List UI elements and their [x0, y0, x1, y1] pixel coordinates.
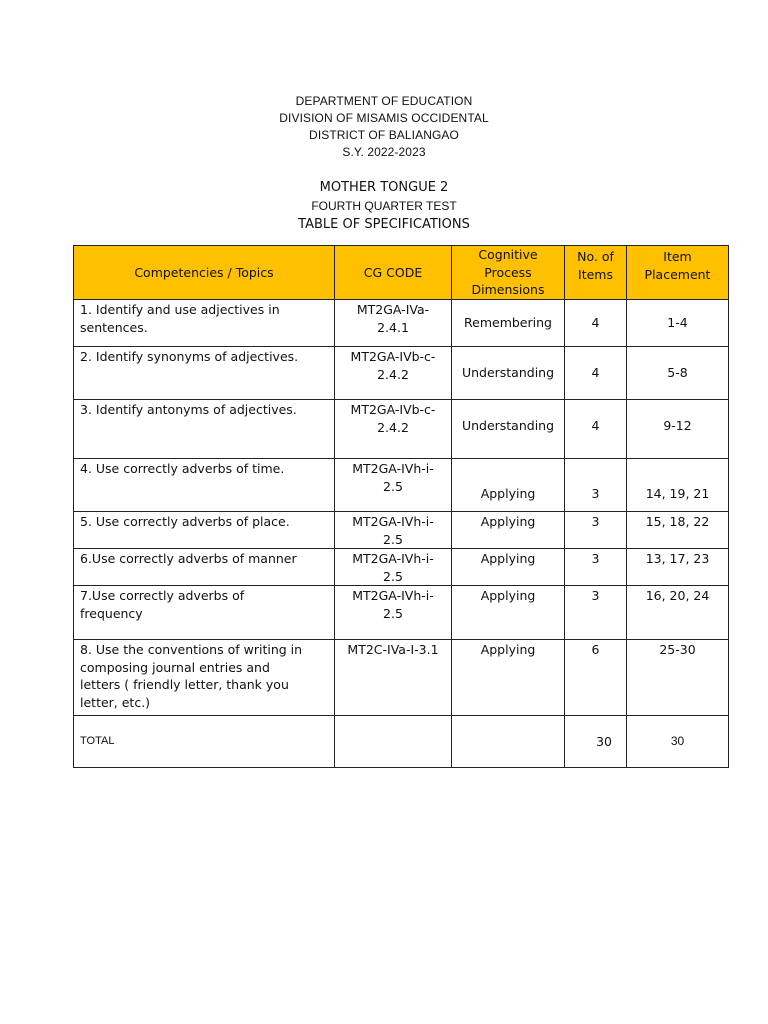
department-name: DEPARTMENT OF EDUCATION [295, 94, 473, 108]
items-cell: 6 [565, 640, 627, 716]
competency-cell: 7.Use correctly adverbs of frequency [74, 586, 335, 640]
header-competencies: Competencies / Topics [74, 246, 335, 300]
cognitive-cell: Applying [452, 586, 565, 640]
cognitive-cell: Applying [452, 459, 565, 512]
competency-cell: 2. Identify synonyms of adjectives. [74, 347, 335, 400]
total-code-cell [335, 716, 452, 768]
items-cell: 4 [565, 347, 627, 400]
cognitive-cell: Understanding [452, 347, 565, 400]
cognitive-cell: Applying [452, 640, 565, 716]
total-label: TOTAL [74, 716, 335, 768]
document-title: TABLE OF SPECIFICATIONS [298, 217, 470, 232]
placement-cell: 1-4 [627, 300, 729, 347]
competency-cell: 5. Use correctly adverbs of place. [74, 512, 335, 549]
cg-code-cell: MT2C-IVa-I-3.1 [335, 640, 452, 716]
division-name: DIVISION OF MISAMIS OCCIDENTAL [279, 111, 489, 125]
cognitive-cell: Applying [452, 512, 565, 549]
cognitive-cell: Understanding [452, 400, 565, 459]
placement-cell: 16, 20, 24 [627, 586, 729, 640]
cg-code-cell: MT2GA-IVh-i- 2.5 [335, 512, 452, 549]
total-placement: 30 [627, 716, 729, 768]
header-items: No. of Items [565, 246, 627, 300]
table-row [74, 400, 729, 459]
placement-cell: 14, 19, 21 [627, 459, 729, 512]
document-header [0, 93, 768, 161]
placement-cell: 9-12 [627, 400, 729, 459]
placement-cell: 25-30 [627, 640, 729, 716]
cognitive-cell: Remembering [452, 300, 565, 347]
cg-code-cell: MT2GA-IVb-c- 2.4.2 [335, 400, 452, 459]
table-row [74, 300, 729, 347]
subject-name: MOTHER TONGUE 2 [319, 180, 449, 195]
placement-cell: 5-8 [627, 347, 729, 400]
specification-table [73, 245, 729, 768]
items-cell: 3 [565, 549, 627, 586]
quarter-name: FOURTH QUARTER TEST [311, 199, 457, 213]
total-items: 30 [565, 716, 627, 768]
header-cg-code: CG CODE [335, 246, 452, 300]
table-row [74, 512, 729, 549]
school-year: S.Y. 2022-2023 [342, 145, 426, 159]
competency-cell: 8. Use the conventions of writing in composing journal entries and letters ( friendly letter, thank you letter, etc.) [74, 640, 335, 716]
cg-code-cell: MT2GA-IVh-i- 2.5 [335, 459, 452, 512]
table-row [74, 549, 729, 586]
cg-code-cell: MT2GA-IVa- 2.4.1 [335, 300, 452, 347]
placement-cell: 13, 17, 23 [627, 549, 729, 586]
table-row [74, 459, 729, 512]
items-cell: 4 [565, 300, 627, 347]
district-name: DISTRICT OF BALIANGAO [309, 128, 459, 142]
items-cell: 3 [565, 586, 627, 640]
header-placement: Item Placement [627, 246, 729, 300]
items-cell: 4 [565, 400, 627, 459]
header-cognitive: Cognitive Process Dimensions [452, 246, 565, 300]
table-row [74, 347, 729, 400]
cg-code-cell: MT2GA-IVb-c- 2.4.2 [335, 347, 452, 400]
cognitive-cell: Applying [452, 549, 565, 586]
total-cognitive-cell [452, 716, 565, 768]
subject-block [0, 178, 768, 234]
table-row [74, 640, 729, 716]
competency-cell: 4. Use correctly adverbs of time. [74, 459, 335, 512]
competency-cell: 3. Identify antonyms of adjectives. [74, 400, 335, 459]
table-row [74, 586, 729, 640]
items-cell: 3 [565, 459, 627, 512]
total-row [74, 716, 729, 768]
cg-code-cell: MT2GA-IVh-i- 2.5 [335, 586, 452, 640]
items-cell: 3 [565, 512, 627, 549]
cg-code-cell: MT2GA-IVh-i- 2.5 [335, 549, 452, 586]
competency-cell: 1. Identify and use adjectives in sentences. [74, 300, 335, 347]
competency-cell: 6.Use correctly adverbs of manner [74, 549, 335, 586]
placement-cell: 15, 18, 22 [627, 512, 729, 549]
table-header-row [74, 246, 729, 300]
